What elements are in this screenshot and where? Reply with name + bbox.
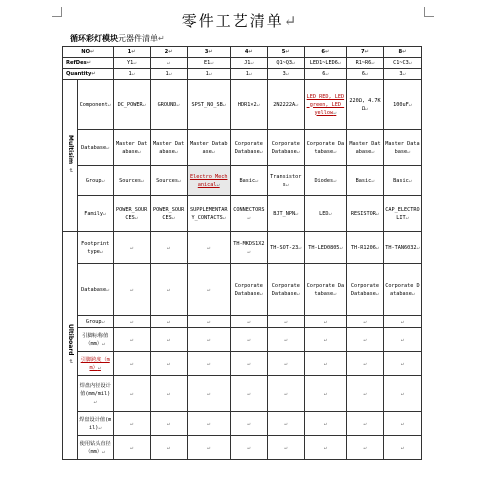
table-cell bbox=[150, 316, 187, 328]
paragraph-mark: ↵ bbox=[207, 318, 211, 325]
paragraph-mark: ↵ bbox=[216, 181, 220, 188]
table-cell bbox=[267, 352, 304, 376]
table-cell bbox=[383, 412, 421, 436]
table-cell bbox=[347, 316, 384, 328]
paragraph-mark: ↵ bbox=[408, 177, 412, 184]
table-cell: LED↵ bbox=[304, 196, 346, 232]
table-cell bbox=[304, 436, 346, 460]
table-cell: Sources↵ bbox=[113, 166, 150, 196]
paragraph-mark: ↵ bbox=[131, 49, 136, 55]
table-cell bbox=[304, 352, 346, 376]
table-cell bbox=[304, 316, 346, 328]
row-label: 焊盘内径设计值(mm/mil)↵ bbox=[77, 376, 113, 412]
row-label: Footprint type↵ bbox=[77, 232, 113, 264]
paragraph-mark: ↵ bbox=[364, 71, 369, 77]
paragraph-mark: ↵ bbox=[323, 390, 327, 397]
paragraph-mark: ↵ bbox=[323, 336, 327, 343]
paragraph-mark: ↵ bbox=[168, 49, 173, 55]
paragraph-mark: ↵ bbox=[176, 101, 180, 108]
paragraph-mark: ↵ bbox=[208, 49, 213, 55]
row-pad-design bbox=[63, 412, 422, 436]
cell-refdes: LED1~LED6↵ bbox=[304, 58, 346, 69]
paragraph-mark: ↵ bbox=[99, 248, 104, 255]
table-cell: POWER_SOURCES↵ bbox=[113, 196, 150, 232]
table-cell bbox=[113, 436, 150, 460]
table-cell: CAP_ELECTROLIT↵ bbox=[383, 196, 421, 232]
paragraph-mark: ↵ bbox=[333, 148, 337, 155]
cell-qty: 1↵ bbox=[113, 69, 150, 80]
cell-refdes: J1↵ bbox=[230, 58, 267, 69]
table-cell bbox=[267, 412, 304, 436]
row-label: 使用钻头直径（mm）↵ bbox=[77, 436, 113, 460]
section-label-multisim: Multisim↵ bbox=[63, 80, 78, 232]
paragraph-mark: ↵ bbox=[130, 244, 134, 251]
paragraph-mark: ↵ bbox=[400, 390, 405, 397]
table-cell bbox=[267, 328, 304, 352]
table-cell bbox=[187, 412, 230, 436]
cell-refdes: E1↵ bbox=[187, 58, 230, 69]
paragraph-mark: ↵ bbox=[130, 420, 134, 427]
paragraph-mark: ↵ bbox=[247, 214, 251, 221]
paragraph-mark: ↵ bbox=[167, 318, 171, 325]
paragraph-mark: ↵ bbox=[247, 360, 251, 367]
paragraph-mark: ↵ bbox=[86, 60, 92, 66]
table-cell: TH-MKDS1X2↵ bbox=[230, 232, 267, 264]
paragraph-mark: ↵ bbox=[371, 177, 375, 184]
table-cell bbox=[267, 376, 304, 412]
paragraph-mark: ↵ bbox=[101, 448, 106, 455]
paragraph-mark: ↵ bbox=[375, 244, 380, 251]
paragraph-mark: ↵ bbox=[363, 444, 367, 451]
paragraph-mark: ↵ bbox=[247, 336, 251, 343]
row-pin-span bbox=[63, 352, 422, 376]
cell-no: 5↵ bbox=[267, 47, 304, 58]
paragraph-mark: ↵ bbox=[284, 444, 288, 451]
paragraph-mark: ↵ bbox=[284, 390, 288, 397]
paragraph-mark: ↵ bbox=[101, 340, 106, 347]
table-cell: CONNECTORS↵ bbox=[230, 196, 267, 232]
paragraph-mark: ↵ bbox=[130, 336, 134, 343]
paragraph-mark: ↵ bbox=[207, 360, 211, 367]
cell-no: 4↵ bbox=[230, 47, 267, 58]
table-cell: Corporate Database↵ bbox=[230, 264, 267, 316]
cell-qty: 1↵ bbox=[187, 69, 230, 80]
row-label: NO↵ bbox=[63, 47, 114, 58]
paragraph-mark: ↵ bbox=[323, 420, 327, 427]
paragraph-mark: ↵ bbox=[130, 444, 134, 451]
table-cell bbox=[150, 376, 187, 412]
row-refdes bbox=[63, 58, 422, 69]
paragraph-mark: ↵ bbox=[328, 210, 332, 217]
paragraph-mark: ↵ bbox=[130, 286, 134, 293]
table-cell bbox=[187, 232, 230, 264]
paragraph-mark: ↵ bbox=[407, 148, 411, 155]
table-cell: Master Database↵ bbox=[187, 130, 230, 166]
cell-no: 8↵ bbox=[383, 47, 421, 58]
cell-refdes bbox=[150, 58, 187, 69]
table-cell bbox=[347, 328, 384, 352]
paragraph-mark: ↵ bbox=[247, 318, 251, 325]
table-cell: DC_POWER↵ bbox=[113, 80, 150, 130]
paragraph-mark: ↵ bbox=[285, 49, 290, 55]
paragraph-mark: ↵ bbox=[400, 420, 405, 427]
paragraph-mark: ↵ bbox=[333, 109, 337, 116]
table-cell bbox=[347, 376, 384, 412]
cell-refdes: R1~R6↵ bbox=[347, 58, 384, 69]
table-cell: Sources↵ bbox=[150, 166, 187, 196]
cell-refdes: C1~C3↵ bbox=[383, 58, 421, 69]
table-cell bbox=[230, 412, 267, 436]
cell-no: 6↵ bbox=[304, 47, 346, 58]
row-label: Database↵ bbox=[77, 130, 113, 166]
table-cell: RESISTOR↵ bbox=[347, 196, 384, 232]
row-no bbox=[63, 47, 422, 58]
table-cell bbox=[383, 376, 421, 412]
cell-qty: 3↵ bbox=[383, 69, 421, 80]
paragraph-mark: ↵ bbox=[284, 318, 288, 325]
table-cell bbox=[187, 264, 230, 316]
paragraph-mark: ↵ bbox=[107, 101, 111, 108]
paragraph-mark: ↵ bbox=[247, 420, 251, 427]
paragraph-mark: ↵ bbox=[167, 390, 171, 397]
cell-qty: 1↵ bbox=[230, 69, 267, 80]
row-label: 引脚跨度（mm）↵ bbox=[77, 352, 113, 376]
paragraph-mark: ↵ bbox=[408, 101, 412, 108]
table-cell bbox=[383, 352, 421, 376]
paragraph-mark: ↵ bbox=[167, 360, 171, 367]
paragraph-mark: ↵ bbox=[292, 60, 296, 66]
table-cell: Corporate Database↵ bbox=[267, 130, 304, 166]
paragraph-mark: ↵ bbox=[364, 49, 369, 55]
paragraph-mark: ↵ bbox=[364, 105, 369, 112]
table-cell: POWER_SOURCES↵ bbox=[150, 196, 187, 232]
row-component bbox=[63, 80, 422, 130]
table-cell: GROUND↵ bbox=[150, 80, 187, 130]
paragraph-mark: ↵ bbox=[323, 360, 327, 367]
paragraph-mark: ↵ bbox=[106, 286, 110, 293]
cell-qty: 6↵ bbox=[304, 69, 346, 80]
table-cell bbox=[150, 436, 187, 460]
paragraph-mark: ↵ bbox=[167, 286, 171, 293]
paragraph-mark: ↵ bbox=[207, 390, 211, 397]
paragraph-mark: ↵ bbox=[106, 144, 110, 151]
paragraph-mark: ↵ bbox=[167, 336, 171, 343]
paragraph-mark: ↵ bbox=[101, 318, 105, 325]
paragraph-mark: ↵ bbox=[416, 244, 420, 251]
paragraph-mark: ↵ bbox=[285, 181, 289, 188]
paragraph-mark: ↵ bbox=[174, 148, 178, 155]
paragraph-mark: ↵ bbox=[247, 248, 251, 255]
row-label: 焊盘设计值(mil)↵ bbox=[77, 412, 113, 436]
paragraph-mark: ↵ bbox=[337, 60, 341, 66]
paragraph-mark: ↵ bbox=[325, 49, 330, 55]
paragraph-mark: ↵ bbox=[323, 318, 327, 325]
table-cell bbox=[187, 376, 230, 412]
table-cell: Corporate Database↵ bbox=[347, 264, 384, 316]
cell-no: 3↵ bbox=[187, 47, 230, 58]
paragraph-mark: ↵ bbox=[284, 360, 288, 367]
table-cell: Diodes↵ bbox=[304, 166, 346, 196]
row-label: Group↵ bbox=[77, 166, 113, 196]
table-cell: Corporate Database↵ bbox=[230, 130, 267, 166]
paragraph-mark: ↵ bbox=[207, 336, 211, 343]
table-cell bbox=[267, 316, 304, 328]
table-cell bbox=[304, 376, 346, 412]
row-quantity bbox=[63, 69, 422, 80]
table-cell: 100uF↵ bbox=[383, 80, 421, 130]
paragraph-mark: ↵ bbox=[141, 177, 145, 184]
paragraph-mark: ↵ bbox=[90, 49, 95, 55]
row-pad-inner bbox=[63, 376, 422, 412]
paragraph-mark: ↵ bbox=[402, 71, 406, 77]
paragraph-mark: ↵ bbox=[97, 364, 101, 371]
paragraph-mark: ↵ bbox=[285, 71, 289, 77]
paragraph-mark: ↵ bbox=[98, 424, 102, 431]
row-database bbox=[63, 130, 422, 166]
table-cell bbox=[150, 264, 187, 316]
paragraph-mark: ↵ bbox=[207, 286, 211, 293]
paragraph-mark: ↵ bbox=[371, 60, 375, 66]
row-ub-database bbox=[63, 264, 422, 316]
row-pin-nominal bbox=[63, 328, 422, 352]
paragraph-mark: ↵ bbox=[66, 358, 74, 364]
table-cell: Corporate Database↵ bbox=[304, 130, 346, 166]
table-cell bbox=[187, 436, 230, 460]
cell-qty: 6↵ bbox=[347, 69, 384, 80]
table-cell: TH-SOT-23↵ bbox=[267, 232, 304, 264]
paragraph-mark: ↵ bbox=[363, 390, 367, 397]
paragraph-mark: ↵ bbox=[400, 318, 405, 325]
cell-refdes: Y1↵ bbox=[113, 58, 150, 69]
paragraph-mark: ↵ bbox=[207, 444, 211, 451]
table-cell: Electro_Mechanical↵ bbox=[187, 166, 230, 196]
paragraph-mark: ↵ bbox=[248, 71, 252, 77]
paragraph-mark: ↵ bbox=[405, 214, 409, 221]
table-cell bbox=[383, 436, 421, 460]
paragraph-mark: ↵ bbox=[339, 244, 343, 251]
table-caption: 循环彩灯模块元器件清单↵ bbox=[70, 34, 165, 43]
table-cell bbox=[383, 316, 421, 328]
table-cell bbox=[187, 328, 230, 352]
paragraph-mark: ↵ bbox=[247, 390, 251, 397]
cell-refdes: Q1~Q3↵ bbox=[267, 58, 304, 69]
table-cell bbox=[230, 376, 267, 412]
paragraph-mark: ↵ bbox=[284, 336, 288, 343]
paragraph-mark: ↵ bbox=[177, 177, 182, 184]
paragraph-mark: ↵ bbox=[298, 244, 302, 251]
paragraph-mark: ↵ bbox=[256, 101, 260, 108]
table-cell: Corporate Database↵ bbox=[304, 264, 346, 316]
paragraph-mark: ↵ bbox=[363, 420, 367, 427]
paragraph-mark: ↵ bbox=[363, 336, 367, 343]
table-cell: 220Ω, 4.7KΩ↵ bbox=[347, 80, 384, 130]
paragraph-mark: ↵ bbox=[296, 290, 300, 297]
paragraph-mark: ↵ bbox=[295, 210, 299, 217]
paragraph-mark: ↵ bbox=[333, 177, 337, 184]
table-cell bbox=[113, 352, 150, 376]
paragraph-mark: ↵ bbox=[134, 214, 138, 221]
table-cell bbox=[150, 232, 187, 264]
table-cell bbox=[230, 328, 267, 352]
table-cell: Corporate Database↵ bbox=[383, 264, 421, 316]
paragraph-mark: ↵ bbox=[248, 49, 253, 55]
row-label: 引脚标称值（mm）↵ bbox=[77, 328, 113, 352]
paragraph-mark: ↵ bbox=[131, 71, 135, 77]
paragraph-mark: ↵ bbox=[171, 214, 175, 221]
table-cell bbox=[347, 412, 384, 436]
table-cell bbox=[150, 412, 187, 436]
row-label: RefDes↵ bbox=[63, 58, 114, 69]
paragraph-mark: ↵ bbox=[167, 60, 171, 66]
table-cell bbox=[113, 264, 150, 316]
row-ub-group bbox=[63, 316, 422, 328]
paragraph-mark: ↵ bbox=[323, 444, 327, 451]
table-cell bbox=[150, 328, 187, 352]
paragraph-mark: ↵ bbox=[130, 360, 134, 367]
paragraph-mark: ↵ bbox=[130, 390, 134, 397]
section-label-ultiboard: Ultiboard↵ bbox=[63, 232, 78, 460]
paragraph-mark: ↵ bbox=[363, 318, 367, 325]
table-cell bbox=[267, 436, 304, 460]
paragraph-mark: ↵ bbox=[375, 290, 380, 297]
paragraph-mark: ↵ bbox=[101, 177, 105, 184]
paragraph-mark: ↵ bbox=[207, 244, 211, 251]
paragraph-mark: ↵ bbox=[137, 148, 142, 155]
paragraph-mark: ↵ bbox=[259, 148, 263, 155]
table-cell: TH-TAN6032↵ bbox=[383, 232, 421, 264]
row-label: Component↵ bbox=[77, 80, 113, 130]
row-label: Quantity↵ bbox=[63, 69, 114, 80]
row-label: Family↵ bbox=[77, 196, 113, 232]
paragraph-mark: ↵ bbox=[66, 167, 74, 173]
table-cell: Master Database↵ bbox=[383, 130, 421, 166]
row-family bbox=[63, 196, 422, 232]
paragraph-mark: ↵ bbox=[375, 210, 380, 217]
table-cell: TH-R1206↵ bbox=[347, 232, 384, 264]
parts-process-table bbox=[62, 46, 422, 460]
table-cell bbox=[347, 436, 384, 460]
paragraph-mark: ↵ bbox=[363, 360, 367, 367]
table-cell bbox=[347, 352, 384, 376]
paragraph-mark: ↵ bbox=[247, 444, 251, 451]
cell-qty: 3↵ bbox=[267, 69, 304, 80]
table-cell: Basic↵ bbox=[230, 166, 267, 196]
table-cell bbox=[187, 352, 230, 376]
table-cell bbox=[230, 436, 267, 460]
paragraph-mark: ↵ bbox=[325, 71, 329, 77]
paragraph-mark: ↵ bbox=[250, 60, 254, 66]
paragraph-mark: ↵ bbox=[167, 444, 171, 451]
paragraph-mark: ↵ bbox=[411, 290, 415, 297]
cell-no: 7↵ bbox=[347, 47, 384, 58]
table-cell: Master Database↵ bbox=[347, 130, 384, 166]
paragraph-mark: ↵ bbox=[371, 148, 375, 155]
table-cell bbox=[230, 352, 267, 376]
table-cell bbox=[383, 328, 421, 352]
paragraph-mark: ↵ bbox=[210, 60, 214, 66]
row-footprint bbox=[63, 232, 422, 264]
table-cell bbox=[113, 232, 150, 264]
table-cell bbox=[113, 412, 150, 436]
paragraph-mark: ↵ bbox=[167, 420, 171, 427]
table-cell: Master Database↵ bbox=[113, 130, 150, 166]
table-cell: 2N2222A↵ bbox=[267, 80, 304, 130]
paragraph-mark: ↵ bbox=[207, 420, 211, 427]
cell-no: 1↵ bbox=[113, 47, 150, 58]
table-cell: SUPPLEMENTARY_CONTACTS↵ bbox=[187, 196, 230, 232]
paragraph-mark: ↵ bbox=[133, 60, 137, 66]
paragraph-mark: ↵ bbox=[208, 71, 212, 77]
paragraph-mark: ↵ bbox=[333, 290, 337, 297]
paragraph-mark: ↵ bbox=[259, 290, 263, 297]
table-cell: HDR1×2↵ bbox=[230, 80, 267, 130]
paragraph-mark: ↵ bbox=[93, 398, 97, 405]
table-cell: Transistors↵ bbox=[267, 166, 304, 196]
table-cell bbox=[304, 328, 346, 352]
table-cell: SPST_NO_SB↵ bbox=[187, 80, 230, 130]
table-cell bbox=[150, 352, 187, 376]
document-title: 零件工艺清单↵ bbox=[181, 12, 299, 30]
paragraph-mark: ↵ bbox=[211, 148, 215, 155]
paragraph-mark: ↵ bbox=[296, 148, 300, 155]
row-group bbox=[63, 166, 422, 196]
table-cell bbox=[187, 316, 230, 328]
paragraph-mark: ↵ bbox=[103, 210, 107, 217]
paragraph-mark: ↵ bbox=[142, 101, 146, 108]
paragraph-mark: ↵ bbox=[130, 318, 134, 325]
paragraph-mark: ↵ bbox=[255, 177, 259, 184]
table-cell: BJT_NPN↵ bbox=[267, 196, 304, 232]
table-cell: Basic↵ bbox=[347, 166, 384, 196]
table-cell bbox=[113, 376, 150, 412]
paragraph-mark: ↵ bbox=[408, 60, 412, 66]
paragraph-mark: ↵ bbox=[284, 420, 288, 427]
cell-qty: 1↵ bbox=[150, 69, 187, 80]
table-cell bbox=[230, 316, 267, 328]
table-cell: TH-LED0805↵ bbox=[304, 232, 346, 264]
table-cell: Corporate Database↵ bbox=[267, 264, 304, 316]
paragraph-mark: ↵ bbox=[400, 360, 405, 367]
table-cell bbox=[304, 412, 346, 436]
row-label: Group↵ bbox=[77, 316, 113, 328]
paragraph-mark: ↵ bbox=[222, 214, 226, 221]
paragraph-mark: ↵ bbox=[222, 101, 226, 108]
paragraph-mark: ↵ bbox=[400, 444, 405, 451]
table-cell: LED_RED, LED_green, LED_yellow↵ bbox=[304, 80, 346, 130]
row-label: Database↵ bbox=[77, 264, 113, 316]
table-cell: Master Database↵ bbox=[150, 130, 187, 166]
row-drill bbox=[63, 436, 422, 460]
paragraph-mark: ↵ bbox=[295, 101, 299, 108]
table-cell: Basic↵ bbox=[383, 166, 421, 196]
paragraph-mark: ↵ bbox=[402, 49, 407, 55]
paragraph-mark: ↵ bbox=[167, 244, 171, 251]
paragraph-mark: ↵ bbox=[400, 336, 405, 343]
table-cell bbox=[113, 328, 150, 352]
paragraph-mark: ↵ bbox=[168, 71, 172, 77]
table-cell bbox=[113, 316, 150, 328]
cell-no: 2↵ bbox=[150, 47, 187, 58]
paragraph-mark: ↵ bbox=[91, 71, 96, 77]
